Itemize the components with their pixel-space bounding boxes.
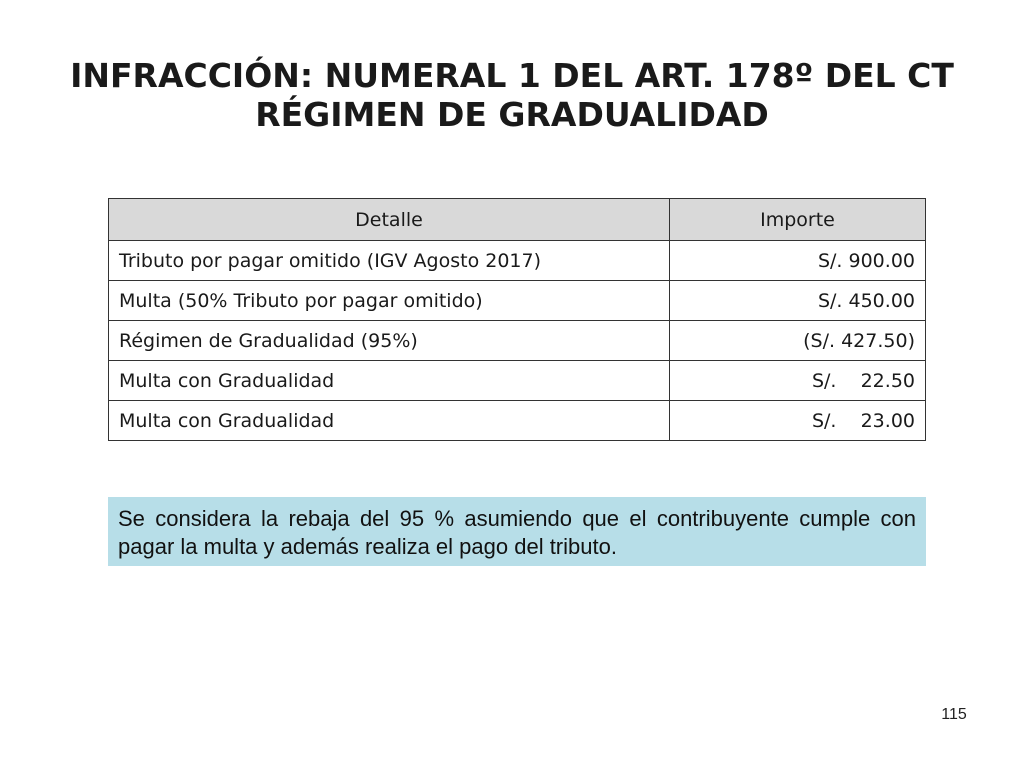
slide-title (0, 56, 1024, 134)
cell-detalle: Tributo por pagar omitido (IGV Agosto 2017) (109, 241, 670, 281)
title-line-2: RÉGIMEN DE GRADUALIDAD (255, 95, 769, 134)
cell-importe: S/. 23.00 (670, 401, 926, 441)
cell-importe: (S/. 427.50) (670, 321, 926, 361)
table-row (109, 321, 926, 361)
page-number: 115 (941, 706, 967, 723)
cell-importe: S/. 450.00 (670, 281, 926, 321)
cell-detalle: Multa con Gradualidad (109, 401, 670, 441)
table-row (109, 281, 926, 321)
cell-detalle: Multa (50% Tributo por pagar omitido) (109, 281, 670, 321)
detail-table (108, 198, 926, 441)
cell-detalle: Régimen de Gradualidad (95%) (109, 321, 670, 361)
cell-detalle: Multa con Gradualidad (109, 361, 670, 401)
header-importe: Importe (670, 199, 926, 241)
table-row (109, 361, 926, 401)
cell-importe: S/. 22.50 (670, 361, 926, 401)
header-detalle: Detalle (109, 199, 670, 241)
note-box: Se considera la rebaja del 95 % asumiendo que el contribuyente cumple con pagar la multa y además realiza el pago del tributo. (108, 497, 926, 566)
table-header-row (109, 199, 926, 241)
title-line-1: INFRACCIÓN: NUMERAL 1 DEL ART. 178º DEL CT (70, 56, 954, 95)
cell-importe: S/. 900.00 (670, 241, 926, 281)
table-row (109, 401, 926, 441)
table-row (109, 241, 926, 281)
